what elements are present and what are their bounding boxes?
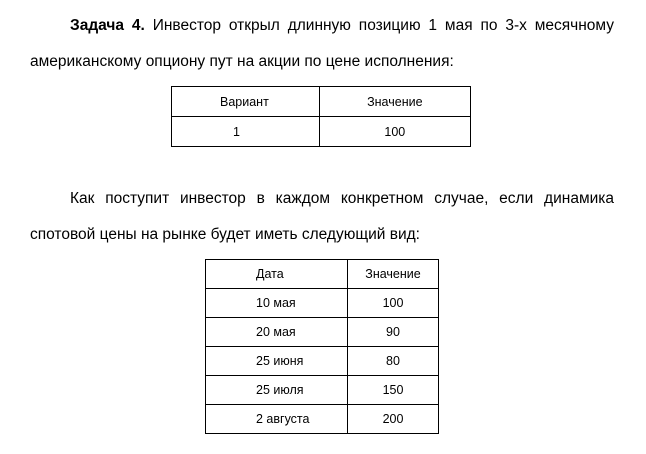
- spot-price-table: [205, 259, 439, 434]
- cell-value: 90: [348, 318, 439, 347]
- cell-value: 80: [348, 347, 439, 376]
- cell-date: 25 июля: [206, 376, 348, 405]
- question-paragraph: [30, 181, 614, 253]
- table-row: [206, 405, 439, 434]
- header-value: Значение: [319, 87, 470, 117]
- cell-value: 100: [348, 289, 439, 318]
- task-line-1: [30, 8, 614, 44]
- table-row: [172, 117, 471, 147]
- header-date: Дата: [206, 260, 348, 289]
- cell-date: 20 мая: [206, 318, 348, 347]
- task-label: Задача 4.: [70, 17, 145, 34]
- question-line-1: Как поступит инвестор в каждом конкретном случае, если динамика: [70, 190, 614, 207]
- cell-value: 150: [348, 376, 439, 405]
- task-line-2: американскому опциону пут на акции по цене исполнения:: [30, 53, 454, 70]
- table-row: [206, 347, 439, 376]
- cell-variant: 1: [172, 117, 320, 147]
- task-paragraph: [30, 8, 614, 80]
- cell-value: 100: [319, 117, 470, 147]
- cell-date: 10 мая: [206, 289, 348, 318]
- task-text-1: Инвестор открыл длинную позицию 1 мая по 3-х месячному: [144, 17, 614, 34]
- header-value: Значение: [348, 260, 439, 289]
- table-row: [206, 289, 439, 318]
- cell-date: 2 августа: [206, 405, 348, 434]
- table-row: [206, 318, 439, 347]
- table-row: [206, 376, 439, 405]
- header-variant: Вариант: [172, 87, 320, 117]
- table-header-row: [172, 87, 471, 117]
- cell-value: 200: [348, 405, 439, 434]
- question-line-2: спотовой цены на рынке будет иметь следующий вид:: [30, 226, 420, 243]
- cell-date: 25 июня: [206, 347, 348, 376]
- strike-table: [171, 86, 471, 147]
- table-header-row: [206, 260, 439, 289]
